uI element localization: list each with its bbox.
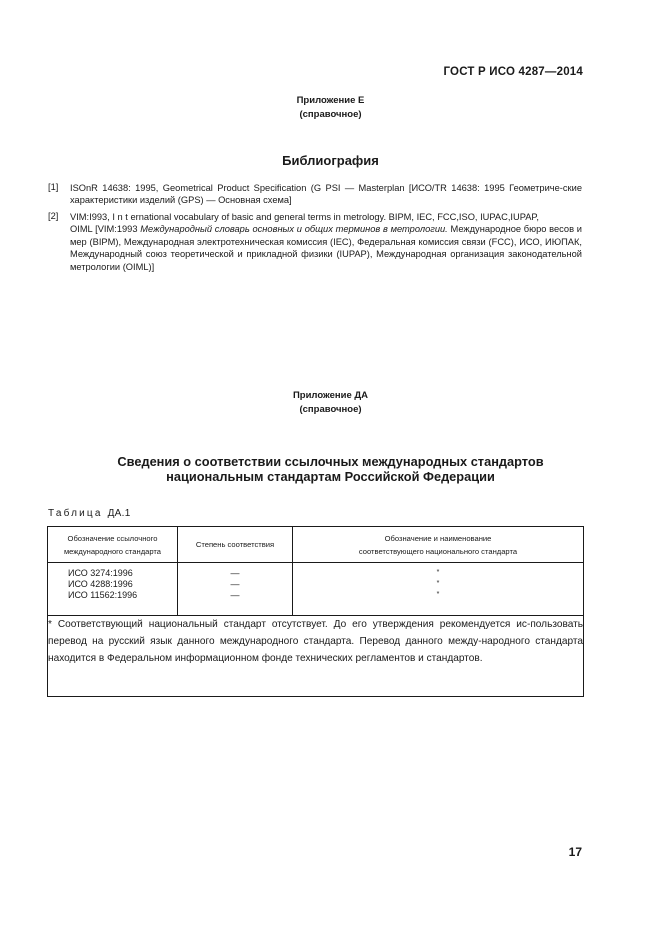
international-standards-cell (48, 563, 178, 616)
table-caption-word: Таблица (48, 508, 103, 519)
table-row-degree: — (230, 589, 240, 600)
reference-1-number: [1] (48, 182, 59, 192)
table-header-row (48, 527, 584, 563)
table-row-degree: — (230, 568, 240, 578)
table-row-national: * (436, 590, 440, 598)
table-caption-number: ДА.1 (107, 508, 131, 519)
table-row-national: * (436, 569, 440, 576)
section-heading (0, 455, 661, 484)
table-row-degree: — (230, 578, 240, 589)
table-row-standard: ИСО 3274:1996 (68, 568, 133, 578)
table-caption (48, 508, 131, 519)
appendix-da-heading (0, 389, 661, 417)
appendix-e-title: Приложение Е (296, 95, 365, 106)
table-row-standard: ИСО 11562:1996 (68, 589, 138, 600)
national-standards-cell (293, 563, 584, 616)
section-heading-line-1: Сведения о соответствии ссылочных международных стандартов (117, 454, 544, 469)
header-national-standard (293, 527, 584, 563)
standard-code-header: ГОСТ Р ИСО 4287—2014 (443, 66, 583, 78)
correspondence-table (47, 526, 584, 697)
table-footnote: * Соответствующий национальный стандарт отсутствует. До его утверждения рекомендуется ис-пользовать перевод на русский язык данного международного стандарта. Перевод данного между-народного стандарта находится в Федеральном информационном фонде технических регламентов и стандартов. (48, 616, 584, 697)
page-number: 17 (568, 845, 582, 859)
degree-cell (178, 563, 293, 616)
header-col1-line-2: международного стандарта (63, 546, 162, 556)
header-col1-line-1: Обозначение ссылочного (67, 533, 158, 543)
table-row-national: * (436, 579, 440, 587)
reference-1-text: ISOnR 14638: 1995, Geometrical Product Specification (G PSI — Masterplan [ИСО/TR 14638: 1995 Геометриче-ские характеристики изделий (GPS) — Основная схема] (70, 183, 582, 206)
reference-2-before-italic: OIML [VIM:1993 (70, 224, 141, 235)
section-heading-line-2: национальным стандартам Российской Федерации (166, 468, 495, 484)
table-footnote-row (48, 616, 584, 697)
appendix-e-subtitle: (справочное) (299, 109, 362, 120)
reference-2-after-italic: Международное бюро весов и мер (BIPM), Международная электротехническая комиссия (IEC), Федеральная комиссия связи (FCC), ИСО, ИЮПАК, Международный союз теоретической и прикладной физики (IUPAP), Международная организация законодательной метрологии (OIML)] (70, 224, 582, 272)
header-col3-line-1: Обозначение и наименование (384, 533, 492, 543)
header-international-standard (48, 527, 178, 563)
reference-2-lead: VIM:I993, I n t ernational vocabulary of basic and general terms in metrology. BIPM, IEC, FCC,ISO, IUPAC,IUPAP, (70, 212, 539, 222)
reference-2-italic-title: Международный словарь основных и общих терминов в метрологии. (140, 224, 448, 235)
appendix-e-heading (0, 94, 661, 122)
bibliography-heading: Библиография (282, 153, 379, 168)
reference-2-number: [2] (48, 211, 59, 221)
appendix-da-title: Приложение ДА (292, 390, 369, 401)
header-col3-line-2: соответствующего национального стандарта (358, 546, 518, 556)
table-row-standard: ИСО 4288:1996 (68, 578, 133, 589)
appendix-da-subtitle: (справочное) (299, 404, 362, 415)
table-body-row (48, 563, 584, 616)
header-degree: Степень соответствия (178, 527, 293, 563)
reference-2-text (70, 211, 582, 273)
